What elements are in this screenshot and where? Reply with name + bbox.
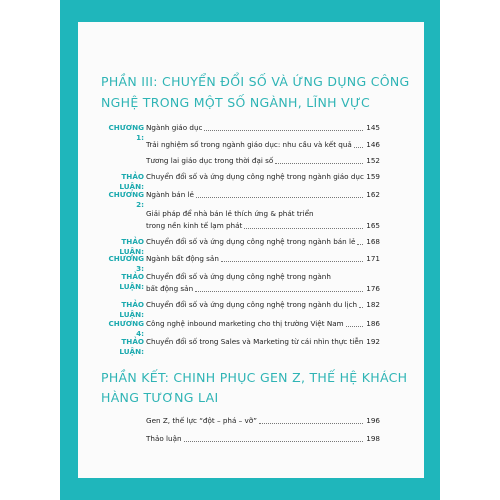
toc-entry[interactable] <box>100 319 380 338</box>
toc-entry[interactable] <box>100 172 380 191</box>
toc-entry-title-cont: trong nền kinh tế lạm phát <box>146 221 243 230</box>
toc-entry-title: Trải nghiệm số trong ngành giáo dục: nhu cầu và kết quả <box>146 140 352 149</box>
toc-entry[interactable] <box>100 190 380 209</box>
toc-entry-tag: CHƯƠNG 3: <box>108 254 144 273</box>
toc-entry[interactable] <box>100 123 380 142</box>
toc-entry[interactable] <box>100 209 380 231</box>
toc-entry-page: 165 <box>366 221 380 230</box>
toc-entry-title: Giải pháp để nhà bán lẻ thích ứng & phát triển <box>146 209 314 218</box>
toc-entry-tag: CHƯƠNG 1: <box>108 123 144 142</box>
toc-dot-leader <box>221 261 363 262</box>
toc-dot-leader <box>346 326 363 327</box>
toc-entry-tag: THẢO LUẬN: <box>119 272 144 291</box>
toc-entry[interactable] <box>100 156 380 167</box>
toc-entry-tag: THẢO LUẬN: <box>119 300 144 319</box>
toc-entry-tag: CHƯƠNG 4: <box>108 319 144 338</box>
toc-dot-leader <box>184 441 363 442</box>
toc-entry-page: 171 <box>366 254 380 263</box>
toc-entry-title: Ngành bán lẻ <box>146 190 194 199</box>
toc-dot-leader <box>196 197 363 198</box>
section-3-title-line1: PHẦN III: CHUYỂN ĐỔI SỐ VÀ ỨNG DỤNG CÔNG <box>101 74 410 89</box>
toc-entry-title: Ngành bất động sản <box>146 254 219 263</box>
toc-entry-title: Chuyển đổi số và ứng dụng công nghệ trong ngành giáo dục <box>146 172 364 181</box>
toc-entry-tag: CHƯƠNG 2: <box>108 190 144 209</box>
toc-entry-tag: THẢO LUẬN: <box>119 172 144 191</box>
toc-entry-page: 162 <box>366 190 380 199</box>
toc-entry-page: 196 <box>366 416 380 425</box>
toc-entry-title: Chuyển đổi số và ứng dụng công nghệ trong ngành du lịch <box>146 300 358 309</box>
toc-entry-title: Công nghệ inbound marketing cho thị trường Việt Nam <box>146 319 344 328</box>
toc-entry-title: Chuyển đổi số và ứng dụng công nghệ trong ngành <box>146 272 331 281</box>
toc-entry[interactable] <box>100 300 380 319</box>
toc-entry-page: 186 <box>366 319 380 328</box>
toc-dot-leader <box>195 291 363 292</box>
toc-entry-title: Ngành giáo dục <box>146 123 203 132</box>
toc-entry-page: 168 <box>366 237 380 246</box>
toc-entry-page: 159 <box>366 172 380 181</box>
toc-entry-page: 146 <box>366 140 380 149</box>
toc-entry[interactable] <box>100 140 380 151</box>
toc-entry-title: Chuyển đổi số và ứng dụng công nghệ trong ngành bán lẻ <box>146 237 356 246</box>
toc-entry[interactable] <box>100 416 380 427</box>
toc-dot-leader <box>359 307 363 308</box>
section-3-title-line2: NGHỆ TRONG MỘT SỐ NGÀNH, LĨNH VỰC <box>101 95 371 110</box>
toc-entry-tag: THẢO LUẬN: <box>119 237 144 256</box>
toc-dot-leader <box>354 147 363 148</box>
toc-entry[interactable] <box>100 254 380 273</box>
toc-entry-page: 152 <box>366 156 380 165</box>
toc-entry[interactable] <box>100 272 380 294</box>
toc-entry[interactable] <box>100 434 380 445</box>
toc-dot-leader <box>275 163 363 164</box>
toc-dot-leader <box>357 244 363 245</box>
toc-entry-title: Gen Z, thế lực “đột – phá – vỡ” <box>146 416 257 425</box>
toc-dot-leader <box>244 228 363 229</box>
toc-entry-page: 198 <box>366 434 380 443</box>
section-end-title-line2: HÀNG TƯƠNG LAI <box>101 390 219 405</box>
toc-dot-leader <box>204 130 363 131</box>
toc-entry-page: 145 <box>366 123 380 132</box>
toc-entry-page: 192 <box>366 337 380 346</box>
toc-entry-title: Chuyển đổi số trong Sales và Marketing từ cái nhìn thực tiễn <box>146 337 364 346</box>
toc-entry-title-cont: bất động sản <box>146 284 194 293</box>
toc-entry-title: Tương lai giáo dục trong thời đại số <box>146 156 274 165</box>
toc-entry-title: Thảo luận <box>146 434 182 443</box>
section-end-title-line1: PHẦN KẾT: CHINH PHỤC GEN Z, THẾ HỆ KHÁCH <box>101 370 408 385</box>
toc-entry-page: 176 <box>366 284 380 293</box>
toc-entry-page: 182 <box>366 300 380 309</box>
toc-entry-tag: THẢO LUẬN: <box>119 337 144 356</box>
toc-entry[interactable] <box>100 237 380 256</box>
toc-dot-leader <box>259 423 363 424</box>
toc-entry[interactable] <box>100 337 380 356</box>
